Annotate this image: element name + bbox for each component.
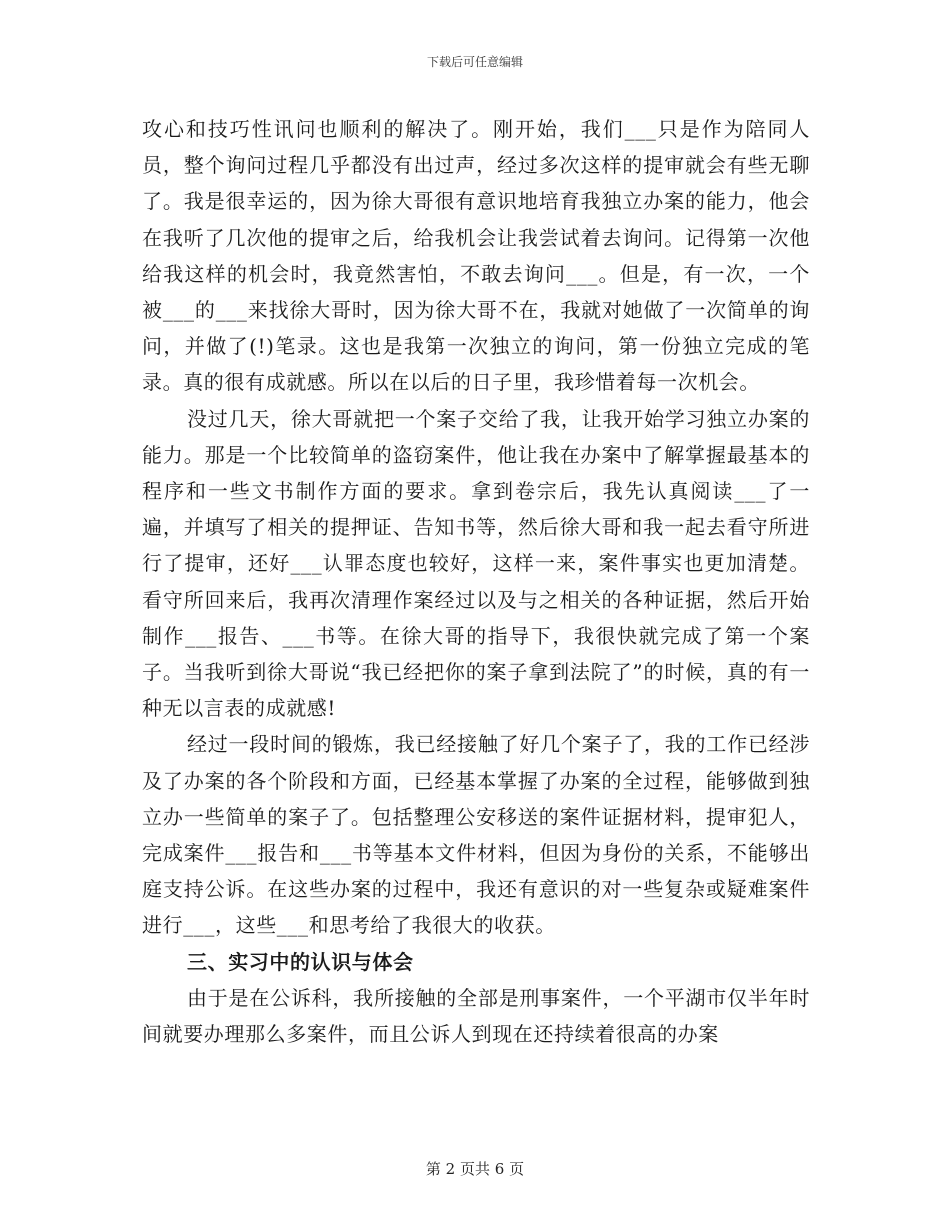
document-body	[142, 111, 810, 1052]
section-heading: 三、实习中的认识与体会	[187, 949, 414, 974]
page-footer: 第 2 页共 6 页	[425, 1160, 525, 1178]
paragraph-2: 没过几天，徐大哥就把一个案子交给了我，让我开始学习独立办案的能力。那是一个比较简单的盗窃案件，他让我在办案中了解掌握最基本的程序和一些文书制作方面的要求。拿到卷宗后，我先认真阅读___了一遍，并填写了相关的提押证、告知书等，然后徐大哥和我一起去看守所进行了提审，还好___认罪态度也较好，这样一来，案件事实也更加清楚。看守所回来后，我再次清理作案经过以及与之相关的各种证据，然后开始制作___报告、___书等。在徐大哥的指导下，我很快就完成了第一个案子。当我听到徐大哥说“我已经把你的案子拿到法院了”的时候，真的有一种无以言表的成就感!	[142, 406, 810, 721]
paragraph-3: 经过一段时间的锻炼，我已经接触了好几个案子了，我的工作已经涉及了办案的各个阶段和方面，已经基本掌握了办案的全过程，能够做到独立办一些简单的案子了。包括整理公安移送的案件证据材料，提审犯人，完成案件___报告和___书等基本文件材料，但因为身份的关系，不能够出庭支持公诉。在这些办案的过程中，我还有意识的对一些复杂或疑难案件进行___，这些___和思考给了我很大的收获。	[142, 732, 810, 938]
page-header: 下载后可任意编辑	[426, 55, 523, 69]
paragraph-4: 由于是在公诉科，我所接触的全部是刑事案件，一个平湖市仅半年时间就要办理那么多案件，而且公诉人到现在还持续着很高的办案	[142, 985, 810, 1047]
paragraph-1: 攻心和技巧性讯问也顺利的解决了。刚开始，我们___只是作为陪同人员，整个询问过程几乎都没有出过声，经过多次这样的提审就会有些无聊了。我是很幸运的，因为徐大哥很有意识地培育我独立办案的能力，他会在我听了几次他的提审之后，给我机会让我尝试着去询问。记得第一次他给我这样的机会时，我竟然害怕，不敢去询问___。但是，有一次，一个被___的___来找徐大哥时，因为徐大哥不在，我就对她做了一次简单的询问，并做了(!)笔录。这也是我第一次独立的询问，第一份独立完成的笔录。真的很有成就感。所以在以后的日子里，我珍惜着每一次机会。	[142, 117, 810, 395]
